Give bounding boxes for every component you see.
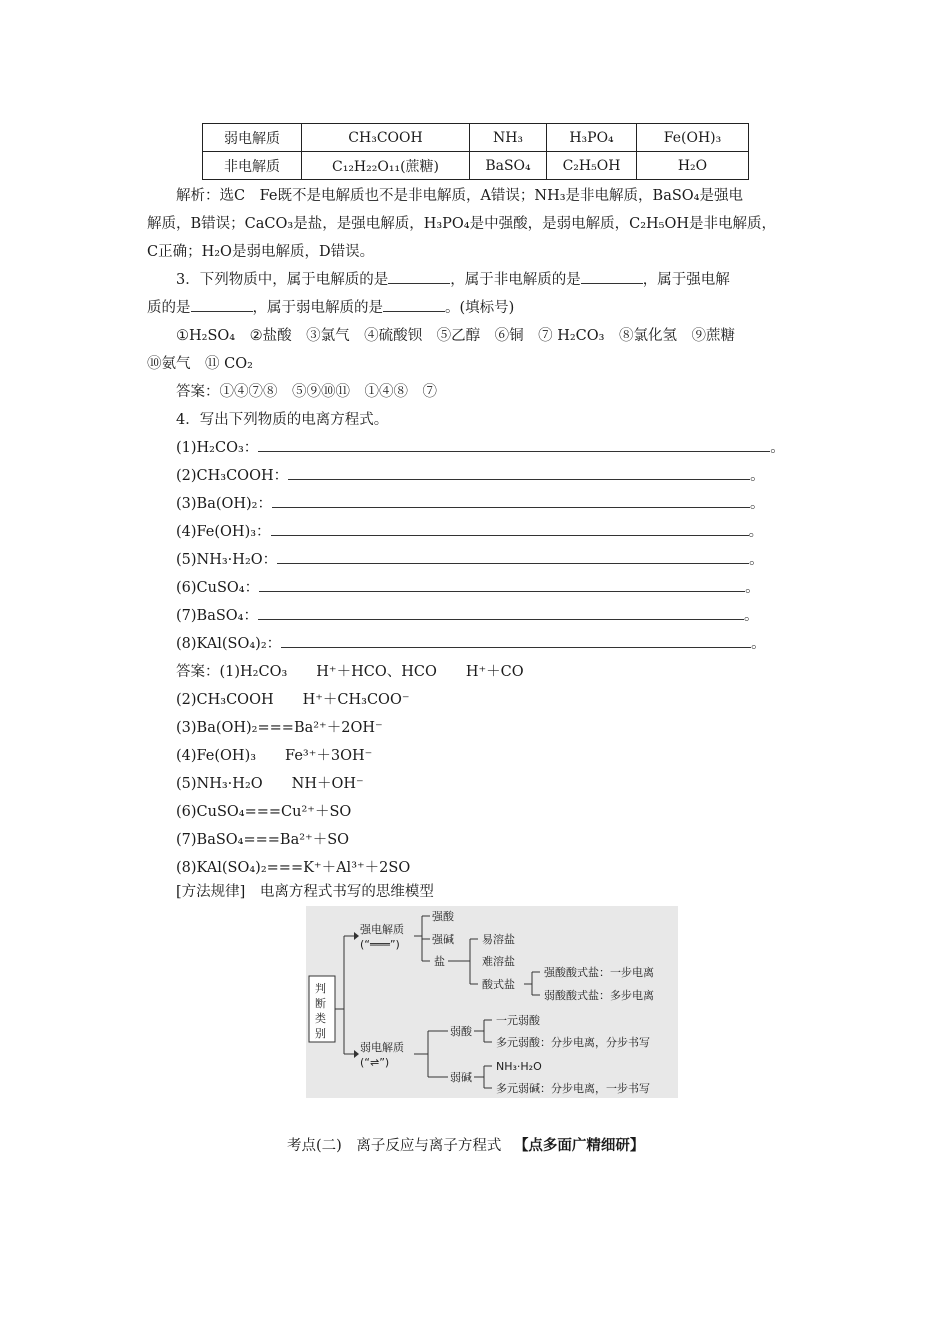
period: 。 xyxy=(748,524,764,540)
analysis-line: C正确；H₂O是弱电解质，D错误。 xyxy=(147,244,375,260)
answer-blank[interactable] xyxy=(383,297,445,312)
question-3-options: ⑩氨气 ⑪ CO₂ xyxy=(147,356,253,372)
period: 。 xyxy=(751,636,766,652)
arrow-right-icon xyxy=(354,1050,359,1058)
equation-item xyxy=(176,632,766,653)
electrolyte-table xyxy=(202,123,749,180)
answer-blank[interactable] xyxy=(581,269,643,284)
answer-line-4: (4)Fe(OH)₃ Fe³⁺＋3OH⁻ xyxy=(176,748,373,764)
strong-acid-salt-label: 强酸酸式盐：一步电离 xyxy=(544,966,654,979)
analysis-line: 解析：选C Fe既不是电解质也不是非电解质，A错误；NH₃是非电解质，BaSO₄是强电 xyxy=(176,188,743,204)
arrow-right-icon xyxy=(354,932,359,940)
period: 。 xyxy=(750,496,765,512)
analysis-line: 解质，B错误；CaCO₃是盐，是强电解质，H₃PO₄是中强酸，是弱电解质，C₂H₅OH是非电解质， xyxy=(147,216,776,232)
question-3-options: ①H₂SO₄ ②盐酸 ③氯气 ④硫酸钡 ⑤乙醇 ⑥铜 ⑦ H₂CO₃ ⑧氯化氢 ⑨蔗糖 xyxy=(176,328,735,344)
acid-salt-label: 酸式盐 xyxy=(482,978,515,991)
answer-line-8: (8)KAl(SO₄)₂===K⁺＋Al³⁺＋2SO xyxy=(176,860,411,876)
root-char: 类 xyxy=(315,1012,326,1025)
table-cell: NH₃ xyxy=(470,124,547,152)
equation-item xyxy=(176,464,765,485)
weak-electrolyte-sign: (“⇌”) xyxy=(360,1056,390,1069)
weak-acid-salt-label: 弱酸酸式盐：多步电离 xyxy=(544,989,654,1002)
period: 。 xyxy=(743,608,759,624)
answer-line[interactable] xyxy=(259,577,745,592)
question-text: 3．下列物质中，属于电解质的是 xyxy=(176,272,389,288)
weak-acid-label: 弱酸 xyxy=(450,1025,472,1038)
diagram-svg xyxy=(306,906,678,1098)
answer-line-2: (2)CH₃COOH H⁺＋CH₃COO⁻ xyxy=(176,692,410,708)
root-char: 判 xyxy=(315,982,326,995)
table-cell: H₃PO₄ xyxy=(547,124,637,152)
weak-electrolyte-label: 弱电解质 xyxy=(360,1041,404,1054)
answer-line[interactable] xyxy=(258,605,744,620)
question-text: 。(填标号) xyxy=(445,300,515,316)
table-row xyxy=(203,152,749,180)
answer-line[interactable] xyxy=(272,493,750,508)
answer-line-1: 答案：(1)H₂CO₃ H⁺＋HCO、HCO H⁺＋CO xyxy=(176,664,524,680)
question-text: 质的是 xyxy=(147,300,191,316)
thinking-model-diagram xyxy=(306,906,678,1098)
item-label: (7)BaSO₄： xyxy=(176,608,258,624)
item-label: (8)KAl(SO₄)₂： xyxy=(176,636,282,652)
table-cell: C₂H₅OH xyxy=(547,152,637,180)
item-label: (4)Fe(OH)₃： xyxy=(176,524,271,540)
table-cell: H₂O xyxy=(637,152,749,180)
strong-base-label: 强碱 xyxy=(432,933,454,946)
insoluble-salt-label: 难溶盐 xyxy=(482,955,515,968)
table-row xyxy=(203,124,749,152)
root-char: 断 xyxy=(315,997,326,1010)
poly-weak-base-label: 多元弱碱：分步电离，一步书写 xyxy=(496,1082,650,1095)
question-3-line-1 xyxy=(176,268,730,289)
item-label: (1)H₂CO₃： xyxy=(176,440,259,456)
table-cell: CH₃COOH xyxy=(302,124,470,152)
root-char: 别 xyxy=(315,1027,326,1040)
table-cell: C₁₂H₂₂O₁₁(蔗糖) xyxy=(302,152,470,180)
mono-weak-acid-label: 一元弱酸 xyxy=(496,1014,540,1027)
salt-label: 盐 xyxy=(434,955,445,968)
table-cell: BaSO₄ xyxy=(470,152,547,180)
equation-item xyxy=(176,492,765,513)
section-title: 考点(二) 离子反应与离子方程式 xyxy=(287,1138,502,1154)
period: 。 xyxy=(770,440,785,456)
item-label: (5)NH₃·H₂O： xyxy=(176,552,278,568)
answer-line-7: (7)BaSO₄===Ba²⁺＋SO xyxy=(176,832,350,848)
answer-blank[interactable] xyxy=(191,297,253,312)
period: 。 xyxy=(749,552,764,568)
question-3-line-2 xyxy=(147,296,514,317)
answer-line-6: (6)CuSO₄===Cu²⁺＋SO xyxy=(176,804,352,820)
equation-item xyxy=(176,520,763,541)
question-4-title: 4．写出下列物质的电离方程式。 xyxy=(176,412,389,428)
period: 。 xyxy=(750,468,765,484)
strong-acid-label: 强酸 xyxy=(432,910,454,923)
ammonia-label: NH₃·H₂O xyxy=(496,1060,542,1073)
weak-base-label: 弱碱 xyxy=(450,1071,472,1084)
answer-line[interactable] xyxy=(271,521,749,536)
table-cell: 弱电解质 xyxy=(203,124,302,152)
answer-line[interactable] xyxy=(281,633,751,648)
period: 。 xyxy=(745,580,760,596)
question-text: ，属于强电解 xyxy=(642,272,730,288)
equation-item xyxy=(176,604,758,625)
section-heading xyxy=(287,1134,644,1155)
section-tag: 【点多面广精细研】 xyxy=(513,1137,645,1154)
strong-electrolyte-label: 强电解质 xyxy=(360,923,404,936)
soluble-salt-label: 易溶盐 xyxy=(482,933,515,946)
equation-item xyxy=(176,548,764,569)
equation-item xyxy=(176,576,760,597)
answer-line[interactable] xyxy=(277,549,749,564)
answer-line[interactable] xyxy=(288,465,750,480)
question-text: ，属于非电解质的是 xyxy=(450,272,581,288)
equation-item xyxy=(176,436,785,457)
answer-line-3: (3)Ba(OH)₂===Ba²⁺＋2OH⁻ xyxy=(176,720,383,736)
item-label: (6)CuSO₄： xyxy=(176,580,260,596)
answer-line[interactable] xyxy=(258,437,770,452)
item-label: (2)CH₃COOH： xyxy=(176,468,289,484)
strong-electrolyte-sign: (“═══”) xyxy=(360,938,400,951)
item-label: (3)Ba(OH)₂： xyxy=(176,496,272,512)
table-cell: Fe(OH)₃ xyxy=(637,124,749,152)
question-3-answer: 答案：①④⑦⑧ ⑤⑨⑩⑪ ①④⑧ ⑦ xyxy=(176,384,437,400)
answer-blank[interactable] xyxy=(388,269,450,284)
method-heading: [方法规律] 电离方程式书写的思维模型 xyxy=(176,884,434,900)
answer-line-5: (5)NH₃·H₂O NH＋OH⁻ xyxy=(176,776,364,792)
table-cell: 非电解质 xyxy=(203,152,302,180)
question-text: ，属于弱电解质的是 xyxy=(252,300,383,316)
poly-weak-acid-label: 多元弱酸：分步电离，分步书写 xyxy=(496,1036,650,1049)
